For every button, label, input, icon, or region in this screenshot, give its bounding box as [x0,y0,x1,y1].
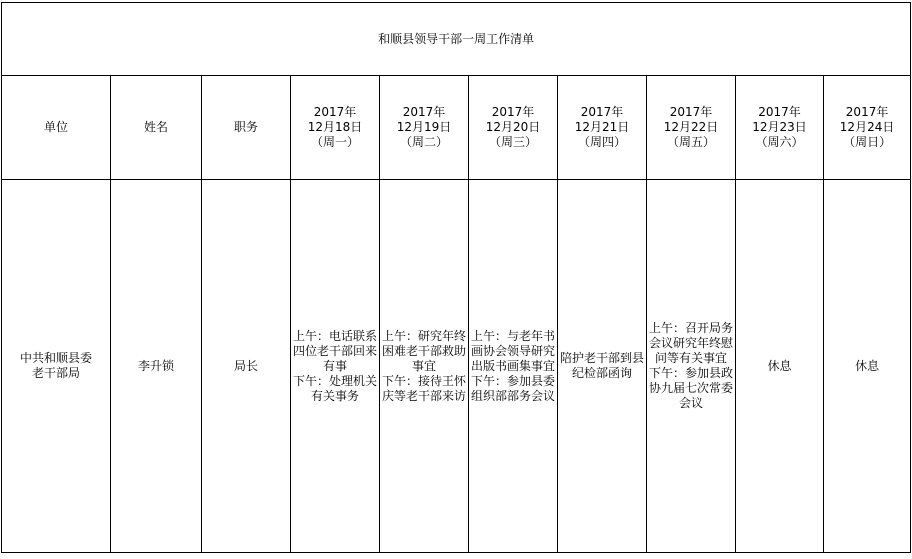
task-line: 下午：处理机关 [292,373,377,388]
task-line: 下午：参加县政 [648,366,733,380]
header-day-thu [558,76,647,180]
cell-sat-tasks [736,180,824,553]
task-line: 会议研究年终慰 [648,336,733,350]
task-line: 休息 [855,358,880,373]
header-day-sun [824,76,911,180]
day-weekday: （周六） [755,135,804,149]
task-line: 有关事务 [310,388,359,403]
cell-sun-tasks [824,180,911,553]
cell-fri-tasks [647,180,736,553]
day-date: 12月18日 [307,120,363,134]
day-date: 12月22日 [663,120,719,134]
task-line: 问等有关事宜 [654,351,727,365]
cell-name: 李升锁 [111,180,202,553]
cell-mon-tasks [291,180,380,553]
header-day-mon [291,76,380,180]
cell-position: 局长 [202,180,291,553]
task-line: 下午：参加县委 [470,373,555,388]
day-year: 2017年 [402,105,446,119]
day-year: 2017年 [491,105,535,119]
task-line: 出版书画集事宜 [470,358,555,373]
header-name: 姓名 [111,76,202,180]
task-line: 下午：接待王怀 [381,373,466,388]
header-day-fri [647,76,736,180]
task-line: 组织部部务会议 [470,388,555,403]
day-date: 12月19日 [396,120,452,134]
header-day-wed [469,76,558,180]
day-year: 2017年 [669,105,713,119]
day-weekday: （周二） [399,135,448,149]
task-line: 事宜 [411,358,436,373]
header-unit: 单位 [2,76,111,180]
day-weekday: （周五） [666,135,715,149]
day-weekday: （周四） [577,135,626,149]
unit-line: 中共和顺县委 [19,351,92,365]
unit-line: 老干部局 [31,366,80,380]
page-title: 和顺县领导干部一周工作清单 [2,3,911,76]
day-year: 2017年 [313,105,357,119]
day-year: 2017年 [758,105,801,119]
header-position: 职务 [202,76,291,180]
task-line: 陪护老干部到县 [559,351,644,365]
task-line: 休息 [767,358,792,373]
task-line: 上午：与老年书 [470,328,555,343]
header-day-sat [736,76,824,180]
cell-wed-tasks [469,180,558,553]
day-date: 12月21日 [574,120,630,134]
day-date: 12月24日 [839,120,895,134]
task-line: 上午：电话联系 [292,328,377,343]
day-year: 2017年 [580,105,624,119]
cell-tue-tasks [380,180,469,553]
task-line: 上午：研究年终 [381,328,466,343]
header-day-tue [380,76,469,180]
task-line: 庆等老干部来访 [381,388,466,403]
task-line: 协九届七次常委 [648,381,733,395]
task-line: 上午：召开局务 [648,321,733,335]
day-year: 2017年 [845,105,889,119]
cell-thu-tasks [558,180,647,553]
task-line: 有事 [322,358,347,373]
day-weekday: （周三） [488,135,537,149]
task-line: 纪检部函询 [571,366,632,380]
task-line: 画协会领导研究 [470,343,555,358]
schedule-table [1,2,911,553]
task-line: 四位老干部回来 [292,343,377,358]
task-line: 会议 [678,396,703,410]
day-date: 12月23日 [752,120,807,134]
task-line: 困难老干部救助 [381,343,466,358]
cell-unit [2,180,111,553]
day-weekday: （周一） [310,135,359,149]
day-weekday: （周日） [843,135,892,149]
day-date: 12月20日 [485,120,541,134]
